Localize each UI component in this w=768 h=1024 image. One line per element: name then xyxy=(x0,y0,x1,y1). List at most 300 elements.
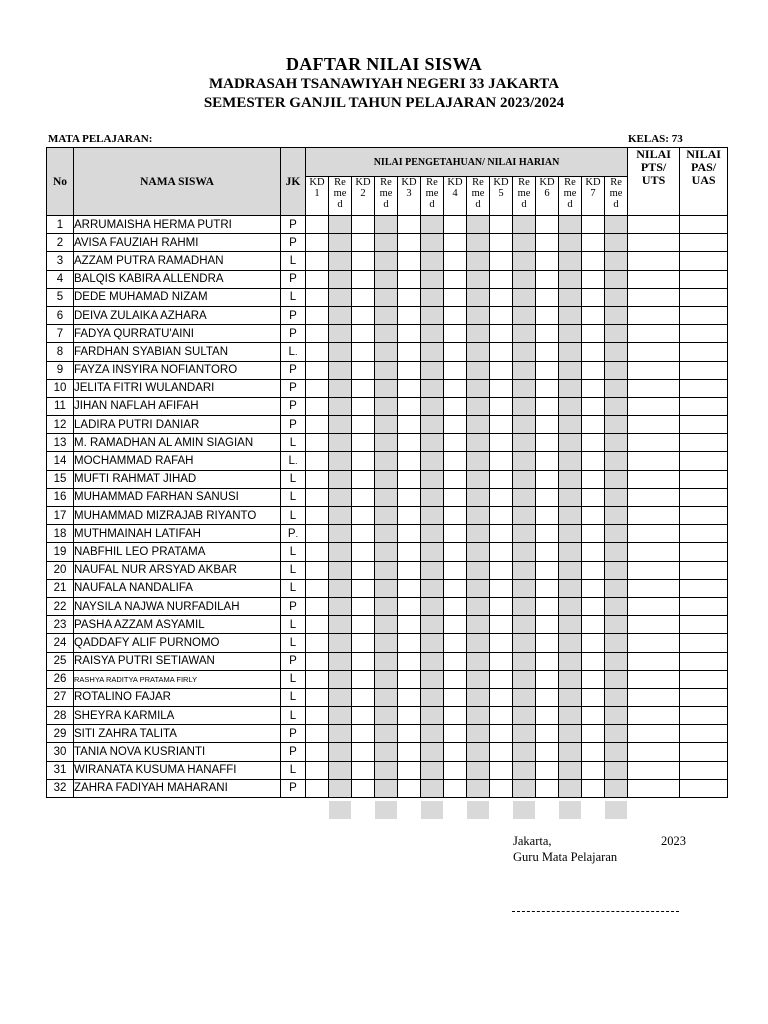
pas-cell[interactable] xyxy=(680,488,728,506)
remed-cell[interactable] xyxy=(375,725,398,743)
kd-cell[interactable] xyxy=(398,234,421,252)
kd-cell[interactable] xyxy=(398,561,421,579)
remed-cell[interactable] xyxy=(421,434,444,452)
kd-cell[interactable] xyxy=(306,579,329,597)
remed-cell[interactable] xyxy=(513,743,536,761)
remed-cell[interactable] xyxy=(605,306,628,324)
remed-cell[interactable] xyxy=(329,361,352,379)
remed-cell[interactable] xyxy=(559,507,582,525)
remed-cell[interactable] xyxy=(559,688,582,706)
kd-cell[interactable] xyxy=(306,306,329,324)
kd-cell[interactable] xyxy=(490,306,513,324)
kd-cell[interactable] xyxy=(536,779,559,797)
remed-cell[interactable] xyxy=(329,707,352,725)
kd-cell[interactable] xyxy=(306,525,329,543)
remed-cell[interactable] xyxy=(467,397,490,415)
kd-cell[interactable] xyxy=(352,616,375,634)
kd-cell[interactable] xyxy=(536,579,559,597)
kd-cell[interactable] xyxy=(536,306,559,324)
kd-cell[interactable] xyxy=(490,379,513,397)
remed-cell[interactable] xyxy=(605,507,628,525)
kd-cell[interactable] xyxy=(398,470,421,488)
remed-cell[interactable] xyxy=(559,707,582,725)
remed-cell[interactable] xyxy=(421,616,444,634)
kd-cell[interactable] xyxy=(536,361,559,379)
kd-cell[interactable] xyxy=(398,325,421,343)
kd-cell[interactable] xyxy=(398,779,421,797)
remed-cell[interactable] xyxy=(605,688,628,706)
kd-cell[interactable] xyxy=(490,361,513,379)
remed-cell[interactable] xyxy=(421,761,444,779)
remed-cell[interactable] xyxy=(375,361,398,379)
kd-cell[interactable] xyxy=(352,397,375,415)
remed-cell[interactable] xyxy=(375,561,398,579)
remed-cell[interactable] xyxy=(513,434,536,452)
kd-cell[interactable] xyxy=(490,543,513,561)
kd-cell[interactable] xyxy=(536,252,559,270)
kd-cell[interactable] xyxy=(306,652,329,670)
remed-cell[interactable] xyxy=(513,379,536,397)
remed-cell[interactable] xyxy=(559,543,582,561)
kd-cell[interactable] xyxy=(352,725,375,743)
remed-cell[interactable] xyxy=(605,725,628,743)
remed-cell[interactable] xyxy=(467,561,490,579)
pts-cell[interactable] xyxy=(628,216,680,234)
kd-cell[interactable] xyxy=(582,670,605,688)
remed-cell[interactable] xyxy=(605,707,628,725)
remed-cell[interactable] xyxy=(329,688,352,706)
kd-cell[interactable] xyxy=(444,634,467,652)
pts-cell[interactable] xyxy=(628,707,680,725)
kd-cell[interactable] xyxy=(582,470,605,488)
remed-cell[interactable] xyxy=(513,761,536,779)
kd-cell[interactable] xyxy=(444,543,467,561)
remed-cell[interactable] xyxy=(559,470,582,488)
remed-cell[interactable] xyxy=(559,670,582,688)
kd-cell[interactable] xyxy=(398,343,421,361)
kd-cell[interactable] xyxy=(582,761,605,779)
remed-cell[interactable] xyxy=(421,379,444,397)
kd-cell[interactable] xyxy=(444,725,467,743)
kd-cell[interactable] xyxy=(582,561,605,579)
remed-cell[interactable] xyxy=(605,434,628,452)
pts-cell[interactable] xyxy=(628,597,680,615)
remed-cell[interactable] xyxy=(559,597,582,615)
remed-cell[interactable] xyxy=(375,234,398,252)
pas-cell[interactable] xyxy=(680,616,728,634)
kd-cell[interactable] xyxy=(444,743,467,761)
pts-cell[interactable] xyxy=(628,397,680,415)
kd-cell[interactable] xyxy=(582,306,605,324)
kd-cell[interactable] xyxy=(582,343,605,361)
pas-cell[interactable] xyxy=(680,379,728,397)
kd-cell[interactable] xyxy=(306,761,329,779)
remed-cell[interactable] xyxy=(467,616,490,634)
remed-cell[interactable] xyxy=(375,634,398,652)
remed-cell[interactable] xyxy=(421,488,444,506)
remed-cell[interactable] xyxy=(467,579,490,597)
remed-cell[interactable] xyxy=(513,270,536,288)
pas-cell[interactable] xyxy=(680,252,728,270)
remed-cell[interactable] xyxy=(329,325,352,343)
remed-cell[interactable] xyxy=(467,652,490,670)
kd-cell[interactable] xyxy=(582,725,605,743)
kd-cell[interactable] xyxy=(306,470,329,488)
kd-cell[interactable] xyxy=(444,452,467,470)
remed-cell[interactable] xyxy=(421,416,444,434)
pts-cell[interactable] xyxy=(628,616,680,634)
remed-cell[interactable] xyxy=(513,507,536,525)
remed-cell[interactable] xyxy=(513,779,536,797)
remed-cell[interactable] xyxy=(375,779,398,797)
kd-cell[interactable] xyxy=(398,725,421,743)
remed-cell[interactable] xyxy=(329,652,352,670)
pas-cell[interactable] xyxy=(680,543,728,561)
kd-cell[interactable] xyxy=(582,488,605,506)
kd-cell[interactable] xyxy=(306,634,329,652)
remed-cell[interactable] xyxy=(329,470,352,488)
kd-cell[interactable] xyxy=(490,707,513,725)
remed-cell[interactable] xyxy=(605,761,628,779)
remed-cell[interactable] xyxy=(559,452,582,470)
remed-cell[interactable] xyxy=(605,252,628,270)
kd-cell[interactable] xyxy=(306,688,329,706)
remed-cell[interactable] xyxy=(421,470,444,488)
pts-cell[interactable] xyxy=(628,379,680,397)
kd-cell[interactable] xyxy=(582,634,605,652)
kd-cell[interactable] xyxy=(444,470,467,488)
remed-cell[interactable] xyxy=(329,779,352,797)
remed-cell[interactable] xyxy=(329,306,352,324)
remed-cell[interactable] xyxy=(559,306,582,324)
pts-cell[interactable] xyxy=(628,652,680,670)
kd-cell[interactable] xyxy=(582,652,605,670)
pas-cell[interactable] xyxy=(680,234,728,252)
kd-cell[interactable] xyxy=(398,688,421,706)
remed-cell[interactable] xyxy=(513,234,536,252)
remed-cell[interactable] xyxy=(513,488,536,506)
pas-cell[interactable] xyxy=(680,306,728,324)
remed-cell[interactable] xyxy=(329,216,352,234)
remed-cell[interactable] xyxy=(467,488,490,506)
kd-cell[interactable] xyxy=(444,597,467,615)
kd-cell[interactable] xyxy=(352,252,375,270)
remed-cell[interactable] xyxy=(375,507,398,525)
remed-cell[interactable] xyxy=(467,543,490,561)
kd-cell[interactable] xyxy=(536,488,559,506)
remed-cell[interactable] xyxy=(605,234,628,252)
remed-cell[interactable] xyxy=(329,507,352,525)
kd-cell[interactable] xyxy=(352,543,375,561)
remed-cell[interactable] xyxy=(605,288,628,306)
kd-cell[interactable] xyxy=(490,634,513,652)
remed-cell[interactable] xyxy=(421,343,444,361)
remed-cell[interactable] xyxy=(513,561,536,579)
remed-cell[interactable] xyxy=(329,252,352,270)
pts-cell[interactable] xyxy=(628,252,680,270)
kd-cell[interactable] xyxy=(398,507,421,525)
remed-cell[interactable] xyxy=(559,434,582,452)
remed-cell[interactable] xyxy=(421,525,444,543)
remed-cell[interactable] xyxy=(467,743,490,761)
remed-cell[interactable] xyxy=(559,270,582,288)
remed-cell[interactable] xyxy=(605,488,628,506)
remed-cell[interactable] xyxy=(421,725,444,743)
kd-cell[interactable] xyxy=(490,488,513,506)
remed-cell[interactable] xyxy=(513,397,536,415)
kd-cell[interactable] xyxy=(490,761,513,779)
kd-cell[interactable] xyxy=(490,561,513,579)
remed-cell[interactable] xyxy=(421,543,444,561)
kd-cell[interactable] xyxy=(306,379,329,397)
kd-cell[interactable] xyxy=(352,670,375,688)
kd-cell[interactable] xyxy=(444,579,467,597)
kd-cell[interactable] xyxy=(398,216,421,234)
kd-cell[interactable] xyxy=(582,252,605,270)
kd-cell[interactable] xyxy=(582,416,605,434)
kd-cell[interactable] xyxy=(398,652,421,670)
kd-cell[interactable] xyxy=(582,579,605,597)
pas-cell[interactable] xyxy=(680,434,728,452)
remed-cell[interactable] xyxy=(559,488,582,506)
remed-cell[interactable] xyxy=(375,597,398,615)
remed-cell[interactable] xyxy=(513,525,536,543)
remed-cell[interactable] xyxy=(421,688,444,706)
kd-cell[interactable] xyxy=(490,325,513,343)
kd-cell[interactable] xyxy=(536,525,559,543)
kd-cell[interactable] xyxy=(306,252,329,270)
pas-cell[interactable] xyxy=(680,525,728,543)
kd-cell[interactable] xyxy=(398,488,421,506)
remed-cell[interactable] xyxy=(559,616,582,634)
kd-cell[interactable] xyxy=(444,434,467,452)
kd-cell[interactable] xyxy=(536,343,559,361)
kd-cell[interactable] xyxy=(398,252,421,270)
kd-cell[interactable] xyxy=(352,688,375,706)
remed-cell[interactable] xyxy=(605,597,628,615)
kd-cell[interactable] xyxy=(306,270,329,288)
kd-cell[interactable] xyxy=(306,743,329,761)
remed-cell[interactable] xyxy=(513,361,536,379)
kd-cell[interactable] xyxy=(444,652,467,670)
kd-cell[interactable] xyxy=(306,707,329,725)
remed-cell[interactable] xyxy=(559,361,582,379)
kd-cell[interactable] xyxy=(536,597,559,615)
kd-cell[interactable] xyxy=(306,397,329,415)
remed-cell[interactable] xyxy=(513,597,536,615)
kd-cell[interactable] xyxy=(582,325,605,343)
remed-cell[interactable] xyxy=(375,288,398,306)
remed-cell[interactable] xyxy=(559,761,582,779)
kd-cell[interactable] xyxy=(398,416,421,434)
remed-cell[interactable] xyxy=(375,488,398,506)
pts-cell[interactable] xyxy=(628,234,680,252)
kd-cell[interactable] xyxy=(306,616,329,634)
remed-cell[interactable] xyxy=(375,579,398,597)
remed-cell[interactable] xyxy=(559,288,582,306)
remed-cell[interactable] xyxy=(329,434,352,452)
remed-cell[interactable] xyxy=(329,416,352,434)
remed-cell[interactable] xyxy=(513,725,536,743)
remed-cell[interactable] xyxy=(513,688,536,706)
pts-cell[interactable] xyxy=(628,361,680,379)
remed-cell[interactable] xyxy=(375,252,398,270)
pts-cell[interactable] xyxy=(628,761,680,779)
remed-cell[interactable] xyxy=(421,452,444,470)
kd-cell[interactable] xyxy=(352,761,375,779)
kd-cell[interactable] xyxy=(306,361,329,379)
remed-cell[interactable] xyxy=(605,579,628,597)
kd-cell[interactable] xyxy=(398,397,421,415)
remed-cell[interactable] xyxy=(513,343,536,361)
kd-cell[interactable] xyxy=(490,688,513,706)
remed-cell[interactable] xyxy=(559,252,582,270)
kd-cell[interactable] xyxy=(398,452,421,470)
kd-cell[interactable] xyxy=(536,397,559,415)
pts-cell[interactable] xyxy=(628,488,680,506)
pas-cell[interactable] xyxy=(680,743,728,761)
remed-cell[interactable] xyxy=(559,579,582,597)
kd-cell[interactable] xyxy=(352,743,375,761)
remed-cell[interactable] xyxy=(467,379,490,397)
remed-cell[interactable] xyxy=(329,579,352,597)
remed-cell[interactable] xyxy=(375,416,398,434)
kd-cell[interactable] xyxy=(352,306,375,324)
remed-cell[interactable] xyxy=(421,579,444,597)
kd-cell[interactable] xyxy=(352,234,375,252)
remed-cell[interactable] xyxy=(421,779,444,797)
remed-cell[interactable] xyxy=(513,216,536,234)
remed-cell[interactable] xyxy=(605,634,628,652)
remed-cell[interactable] xyxy=(329,634,352,652)
pas-cell[interactable] xyxy=(680,470,728,488)
remed-cell[interactable] xyxy=(559,416,582,434)
pas-cell[interactable] xyxy=(680,452,728,470)
remed-cell[interactable] xyxy=(329,597,352,615)
remed-cell[interactable] xyxy=(375,434,398,452)
remed-cell[interactable] xyxy=(559,743,582,761)
remed-cell[interactable] xyxy=(375,652,398,670)
remed-cell[interactable] xyxy=(467,670,490,688)
remed-cell[interactable] xyxy=(375,270,398,288)
kd-cell[interactable] xyxy=(352,270,375,288)
pas-cell[interactable] xyxy=(680,707,728,725)
kd-cell[interactable] xyxy=(398,579,421,597)
remed-cell[interactable] xyxy=(513,470,536,488)
pts-cell[interactable] xyxy=(628,543,680,561)
remed-cell[interactable] xyxy=(467,270,490,288)
kd-cell[interactable] xyxy=(306,434,329,452)
remed-cell[interactable] xyxy=(513,634,536,652)
kd-cell[interactable] xyxy=(536,652,559,670)
remed-cell[interactable] xyxy=(513,543,536,561)
remed-cell[interactable] xyxy=(605,216,628,234)
remed-cell[interactable] xyxy=(513,707,536,725)
kd-cell[interactable] xyxy=(490,452,513,470)
remed-cell[interactable] xyxy=(513,252,536,270)
kd-cell[interactable] xyxy=(398,270,421,288)
kd-cell[interactable] xyxy=(582,507,605,525)
remed-cell[interactable] xyxy=(421,707,444,725)
remed-cell[interactable] xyxy=(467,306,490,324)
remed-cell[interactable] xyxy=(513,579,536,597)
kd-cell[interactable] xyxy=(352,779,375,797)
remed-cell[interactable] xyxy=(513,652,536,670)
kd-cell[interactable] xyxy=(582,379,605,397)
pts-cell[interactable] xyxy=(628,306,680,324)
remed-cell[interactable] xyxy=(375,325,398,343)
remed-cell[interactable] xyxy=(329,616,352,634)
kd-cell[interactable] xyxy=(444,379,467,397)
kd-cell[interactable] xyxy=(444,325,467,343)
remed-cell[interactable] xyxy=(559,779,582,797)
kd-cell[interactable] xyxy=(490,270,513,288)
pas-cell[interactable] xyxy=(680,507,728,525)
kd-cell[interactable] xyxy=(444,688,467,706)
kd-cell[interactable] xyxy=(490,725,513,743)
kd-cell[interactable] xyxy=(490,525,513,543)
kd-cell[interactable] xyxy=(352,452,375,470)
kd-cell[interactable] xyxy=(582,779,605,797)
pas-cell[interactable] xyxy=(680,688,728,706)
remed-cell[interactable] xyxy=(605,416,628,434)
kd-cell[interactable] xyxy=(444,488,467,506)
kd-cell[interactable] xyxy=(352,579,375,597)
kd-cell[interactable] xyxy=(352,652,375,670)
kd-cell[interactable] xyxy=(398,616,421,634)
kd-cell[interactable] xyxy=(352,343,375,361)
remed-cell[interactable] xyxy=(329,379,352,397)
pas-cell[interactable] xyxy=(680,670,728,688)
kd-cell[interactable] xyxy=(582,452,605,470)
remed-cell[interactable] xyxy=(559,652,582,670)
kd-cell[interactable] xyxy=(536,561,559,579)
kd-cell[interactable] xyxy=(444,761,467,779)
remed-cell[interactable] xyxy=(421,507,444,525)
kd-cell[interactable] xyxy=(306,561,329,579)
kd-cell[interactable] xyxy=(306,416,329,434)
kd-cell[interactable] xyxy=(582,543,605,561)
remed-cell[interactable] xyxy=(467,634,490,652)
kd-cell[interactable] xyxy=(582,361,605,379)
kd-cell[interactable] xyxy=(352,525,375,543)
kd-cell[interactable] xyxy=(490,597,513,615)
pas-cell[interactable] xyxy=(680,779,728,797)
remed-cell[interactable] xyxy=(605,397,628,415)
kd-cell[interactable] xyxy=(306,288,329,306)
kd-cell[interactable] xyxy=(582,743,605,761)
kd-cell[interactable] xyxy=(444,343,467,361)
kd-cell[interactable] xyxy=(582,525,605,543)
remed-cell[interactable] xyxy=(467,216,490,234)
remed-cell[interactable] xyxy=(329,452,352,470)
remed-cell[interactable] xyxy=(467,416,490,434)
remed-cell[interactable] xyxy=(467,725,490,743)
kd-cell[interactable] xyxy=(490,416,513,434)
remed-cell[interactable] xyxy=(605,470,628,488)
remed-cell[interactable] xyxy=(421,216,444,234)
remed-cell[interactable] xyxy=(513,416,536,434)
pas-cell[interactable] xyxy=(680,725,728,743)
remed-cell[interactable] xyxy=(421,361,444,379)
kd-cell[interactable] xyxy=(352,416,375,434)
pts-cell[interactable] xyxy=(628,325,680,343)
pas-cell[interactable] xyxy=(680,325,728,343)
pts-cell[interactable] xyxy=(628,507,680,525)
remed-cell[interactable] xyxy=(375,525,398,543)
kd-cell[interactable] xyxy=(398,434,421,452)
kd-cell[interactable] xyxy=(490,743,513,761)
